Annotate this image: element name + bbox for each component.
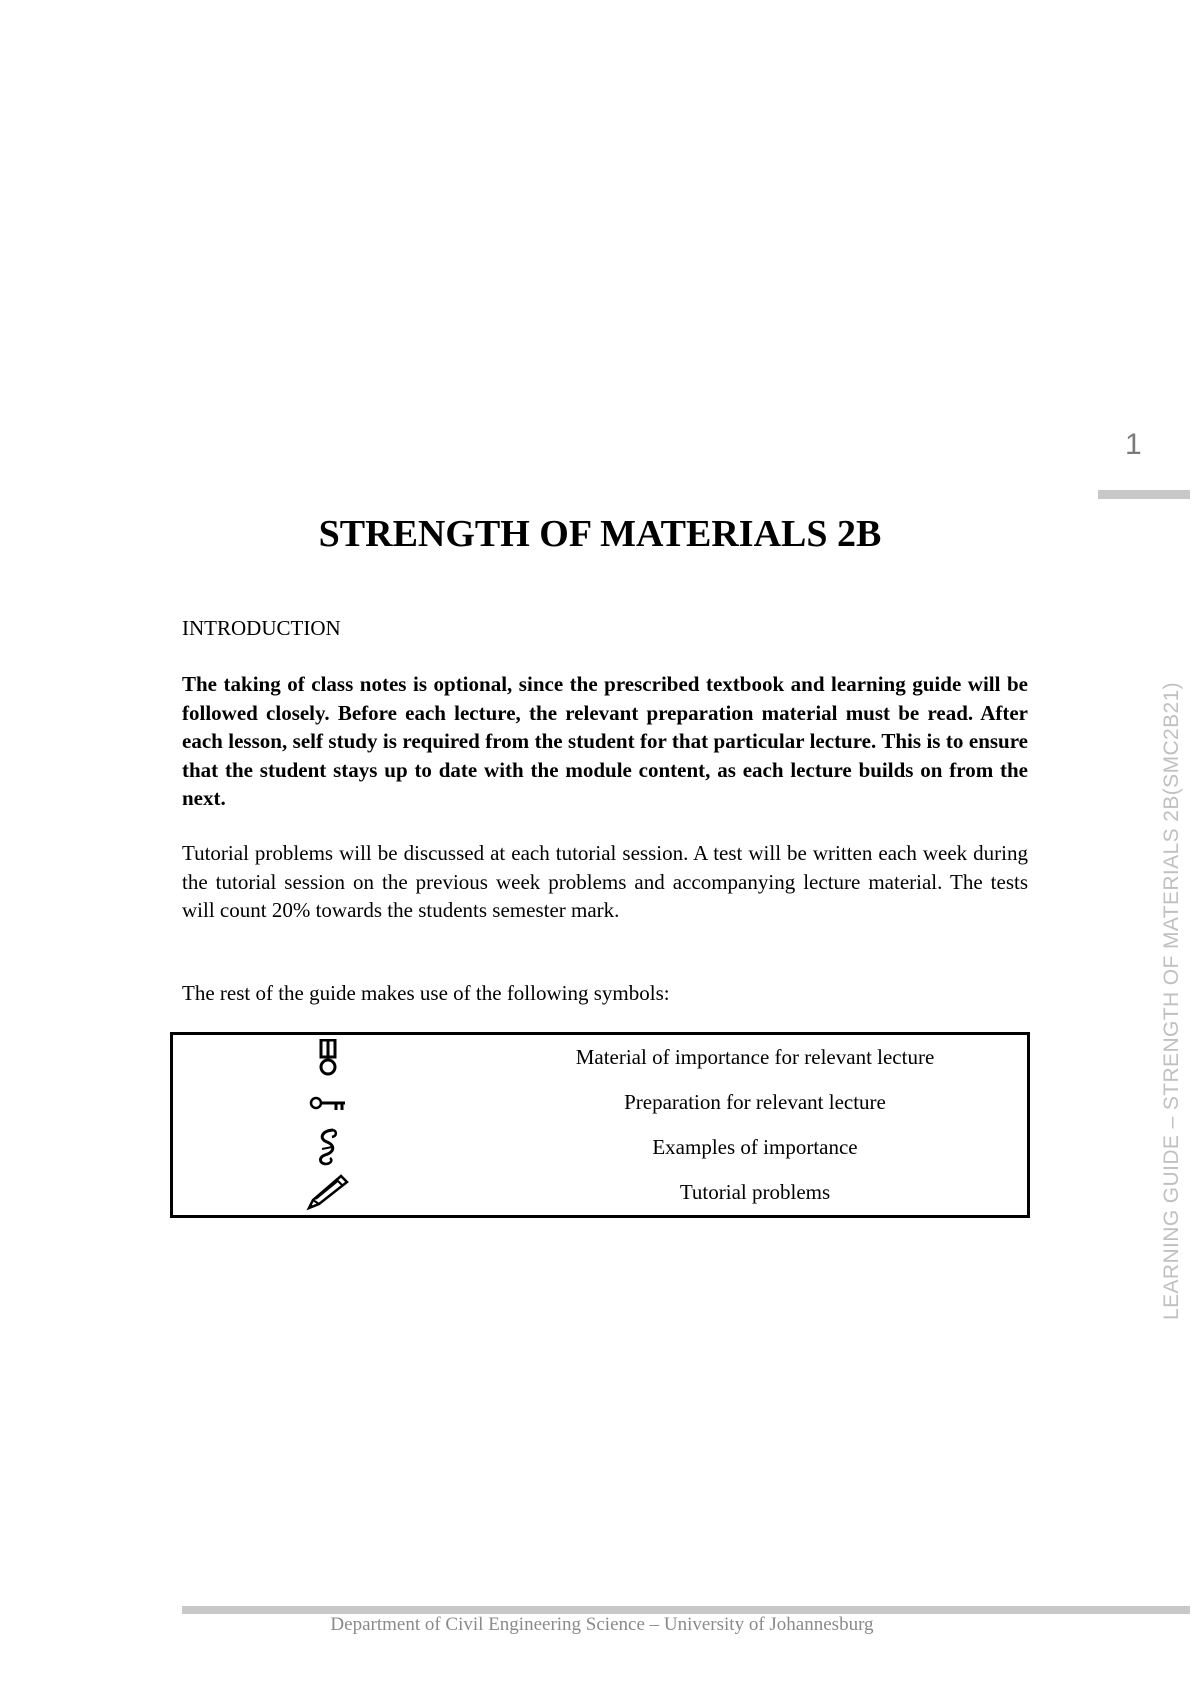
symbols-intro-paragraph: The rest of the guide makes use of the following symbols: [182, 981, 670, 1005]
section-heading: INTRODUCTION [182, 616, 341, 640]
table-row [172, 1170, 1029, 1217]
symbol-label: Examples of importance [652, 1134, 858, 1159]
pencil-icon [305, 1178, 351, 1202]
symbol-label: Tutorial problems [679, 1179, 831, 1204]
top-rule [1098, 490, 1190, 499]
symbol-label: Material of importance for relevant lecture [575, 1045, 935, 1069]
key-icon [309, 1090, 347, 1114]
document-title: STRENGTH OF MATERIALS 2B [318, 513, 882, 555]
scroll-icon [313, 1133, 343, 1157]
symbols-table [170, 1032, 1030, 1218]
intro-bold-paragraph: The taking of class notes is optional, since the prescribed textbook and learning guide will be followed closely. Before each lecture, the relevant preparation material must be read. After each lesson, self study is required from the student for that particular lecture. This is to ensure that the student stays up to date with the module content, as each lecture builds on from the next. [182, 672, 1028, 810]
table-row [172, 1080, 1029, 1125]
tutorial-paragraph: Tutorial problems will be discussed at each tutorial session. A test will be written each week during the tutorial session on the previous week problems and accompanying lecture material. The tests will count 20% towards the students semester mark. [182, 841, 1028, 922]
footer: Department of Civil Engineering Science – University of Johannesburg [330, 1614, 874, 1635]
table-row [172, 1125, 1029, 1170]
symbol-label: Preparation for relevant lecture [624, 1090, 886, 1114]
page-number: 1 [1125, 428, 1142, 461]
bottom-rule [182, 1606, 1190, 1614]
medal-icon [316, 1043, 340, 1067]
side-title: LEARNING GUIDE – STRENGTH OF MATERIALS 2B(SMC2B21) [1160, 681, 1183, 1320]
table-row [172, 1034, 1029, 1081]
